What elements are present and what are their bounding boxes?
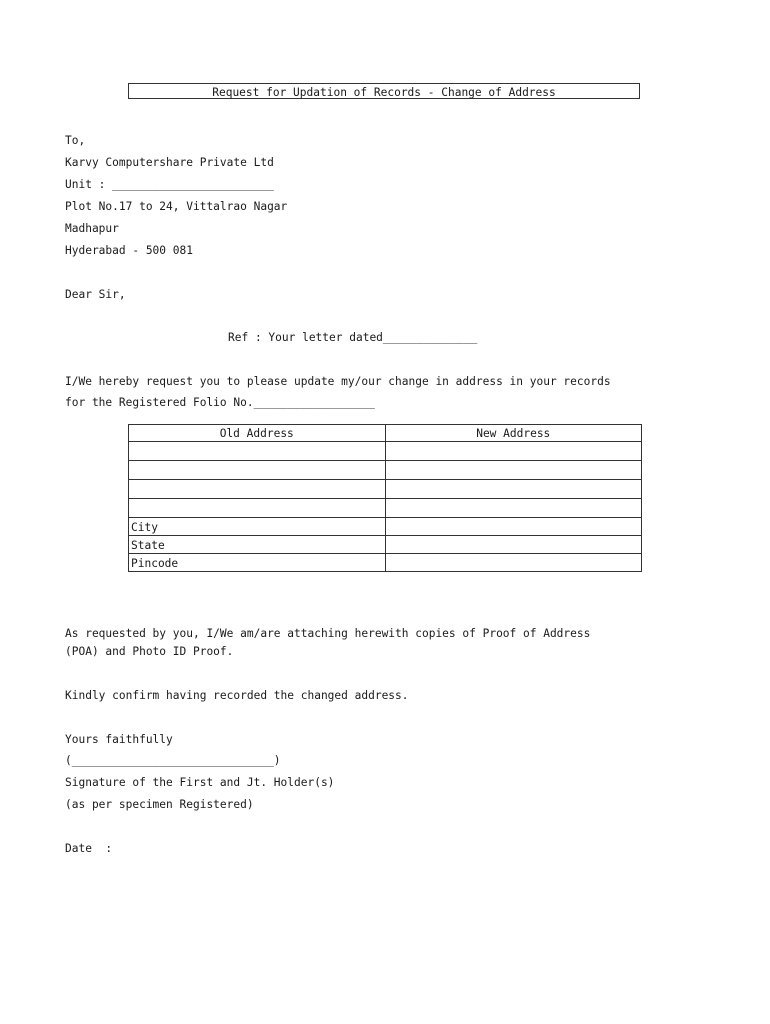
company-name: Karvy Computershare Private Ltd bbox=[65, 156, 274, 169]
signature-blank: (______________________________) bbox=[65, 754, 281, 767]
table-row bbox=[129, 442, 642, 461]
confirm-line: Kindly confirm having recorded the changed address. bbox=[65, 689, 409, 702]
area-line: Madhapur bbox=[65, 222, 119, 235]
street-address: Plot No.17 to 24, Vittalrao Nagar bbox=[65, 200, 288, 213]
date-line: Date : bbox=[65, 842, 113, 855]
pincode-label: Pincode bbox=[129, 554, 386, 572]
old-address-cell bbox=[129, 461, 386, 480]
signature-label: Signature of the First and Jt. Holder(s) bbox=[65, 776, 335, 789]
new-city-cell bbox=[385, 518, 642, 536]
pincode-row bbox=[129, 554, 642, 572]
new-address-cell bbox=[385, 499, 642, 518]
new-address-cell bbox=[385, 480, 642, 499]
yours-faithfully: Yours faithfully bbox=[65, 733, 173, 746]
old-address-cell bbox=[129, 499, 386, 518]
old-address-cell bbox=[129, 442, 386, 461]
table-row bbox=[129, 461, 642, 480]
table-header-row bbox=[129, 425, 642, 442]
new-state-cell bbox=[385, 536, 642, 554]
address-table bbox=[128, 424, 642, 572]
to-line: To, bbox=[65, 134, 86, 147]
reference-line: Ref : Your letter dated______________ bbox=[228, 331, 478, 344]
city-line: Hyderabad - 500 081 bbox=[65, 244, 193, 257]
unit-line: Unit : ________________________ bbox=[65, 178, 274, 191]
state-row bbox=[129, 536, 642, 554]
state-label: State bbox=[129, 536, 386, 554]
city-label: City bbox=[129, 518, 386, 536]
new-address-cell bbox=[385, 442, 642, 461]
request-line-1: I/We hereby request you to please update my/our change in address in your records bbox=[65, 375, 611, 388]
document-title: Request for Updation of Records - Change of Address bbox=[128, 83, 640, 99]
request-line-2: for the Registered Folio No.__________________ bbox=[65, 396, 375, 409]
table-row bbox=[129, 499, 642, 518]
attach-line-1: As requested by you, I/We am/are attaching herewith copies of Proof of Address bbox=[65, 627, 591, 640]
new-pincode-cell bbox=[385, 554, 642, 572]
old-address-header: Old Address bbox=[129, 425, 386, 442]
city-row bbox=[129, 518, 642, 536]
specimen-note: (as per specimen Registered) bbox=[65, 798, 254, 811]
new-address-header: New Address bbox=[385, 425, 642, 442]
new-address-cell bbox=[385, 461, 642, 480]
old-address-cell bbox=[129, 480, 386, 499]
attach-line-2: (POA) and Photo ID Proof. bbox=[65, 645, 234, 658]
salutation: Dear Sir, bbox=[65, 288, 126, 301]
table-row bbox=[129, 480, 642, 499]
